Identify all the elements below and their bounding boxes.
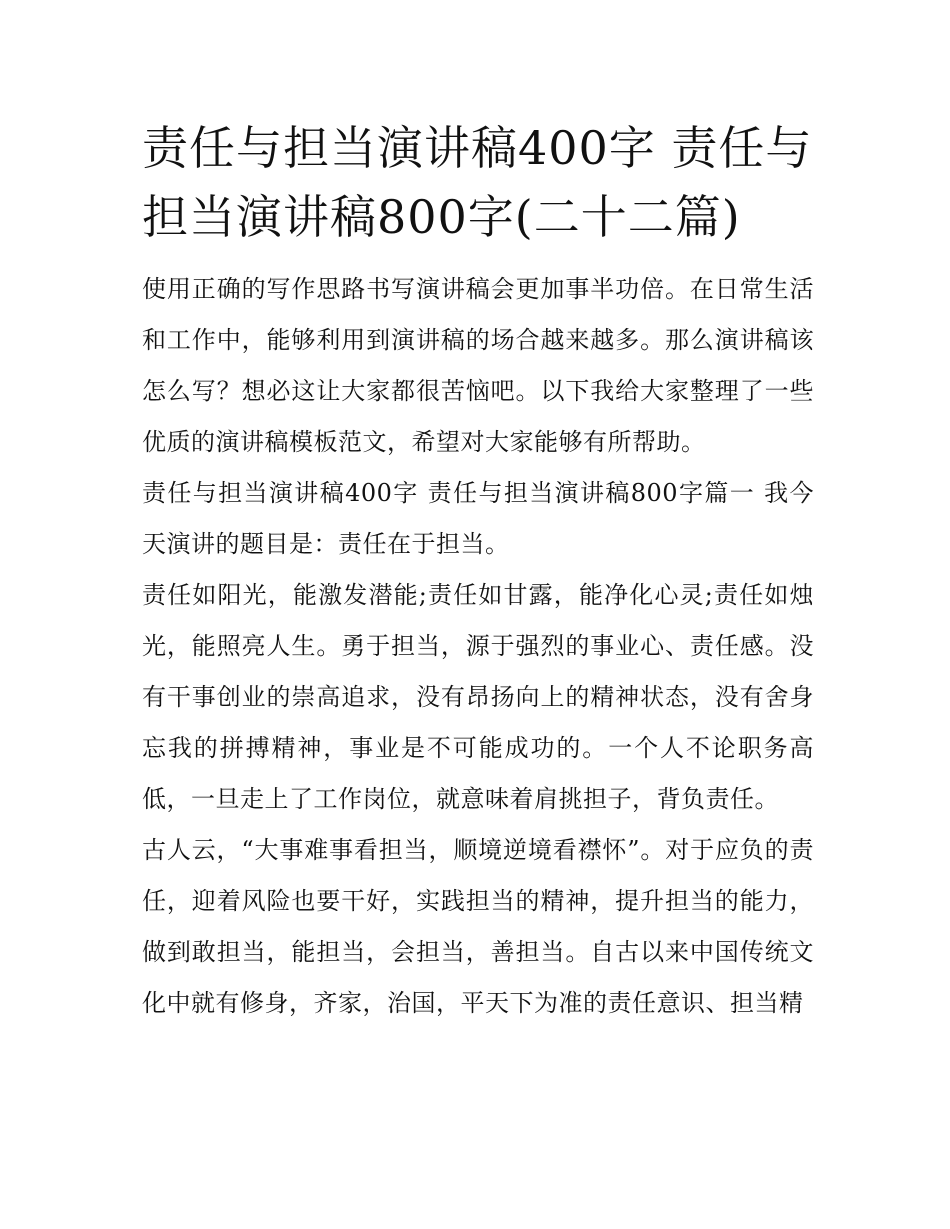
paragraph-topic: 责任与担当演讲稿400字 责任与担当演讲稿800字篇一 我今天演讲的题目是：责任在于担当。 bbox=[142, 479, 814, 558]
paragraph-responsibility: 责任如阳光，能激发潜能;责任如甘露，能净化心灵;责任如烛光，能照亮人生。勇于担当，源于强烈的事业心、责任感。没有干事创业的崇高追求，没有昂扬向上的精神状态，没有舍身忘我的拼搏精神，事业是不可能成功的。一个人不论职务高低，一旦走上了工作岗位，就意味着肩挑担子，背负责任。 bbox=[142, 581, 814, 813]
paragraph-ancient-saying: 古人云，“大事难事看担当，顺境逆境看襟怀”。对于应负的责任，迎着风险也要干好，实践担当的精神，提升担当的能力，做到敢担当，能担当，会担当，善担当。自古以来中国传统文化中就有修身，齐家，治国，平天下为准的责任意识、担当精 bbox=[142, 836, 814, 1017]
paragraph-intro: 使用正确的写作思路书写演讲稿会更加事半功倍。在日常生活和工作中，能够利用到演讲稿的场合越来越多。那么演讲稿该怎么写？想必这让大家都很苦恼吧。以下我给大家整理了一些优质的演讲稿模板范文，希望对大家能够有所帮助。 bbox=[142, 275, 814, 456]
document-title: 责任与担当演讲稿400字 责任与担当演讲稿800字(二十二篇) bbox=[142, 121, 813, 244]
document-body bbox=[142, 114, 814, 1029]
